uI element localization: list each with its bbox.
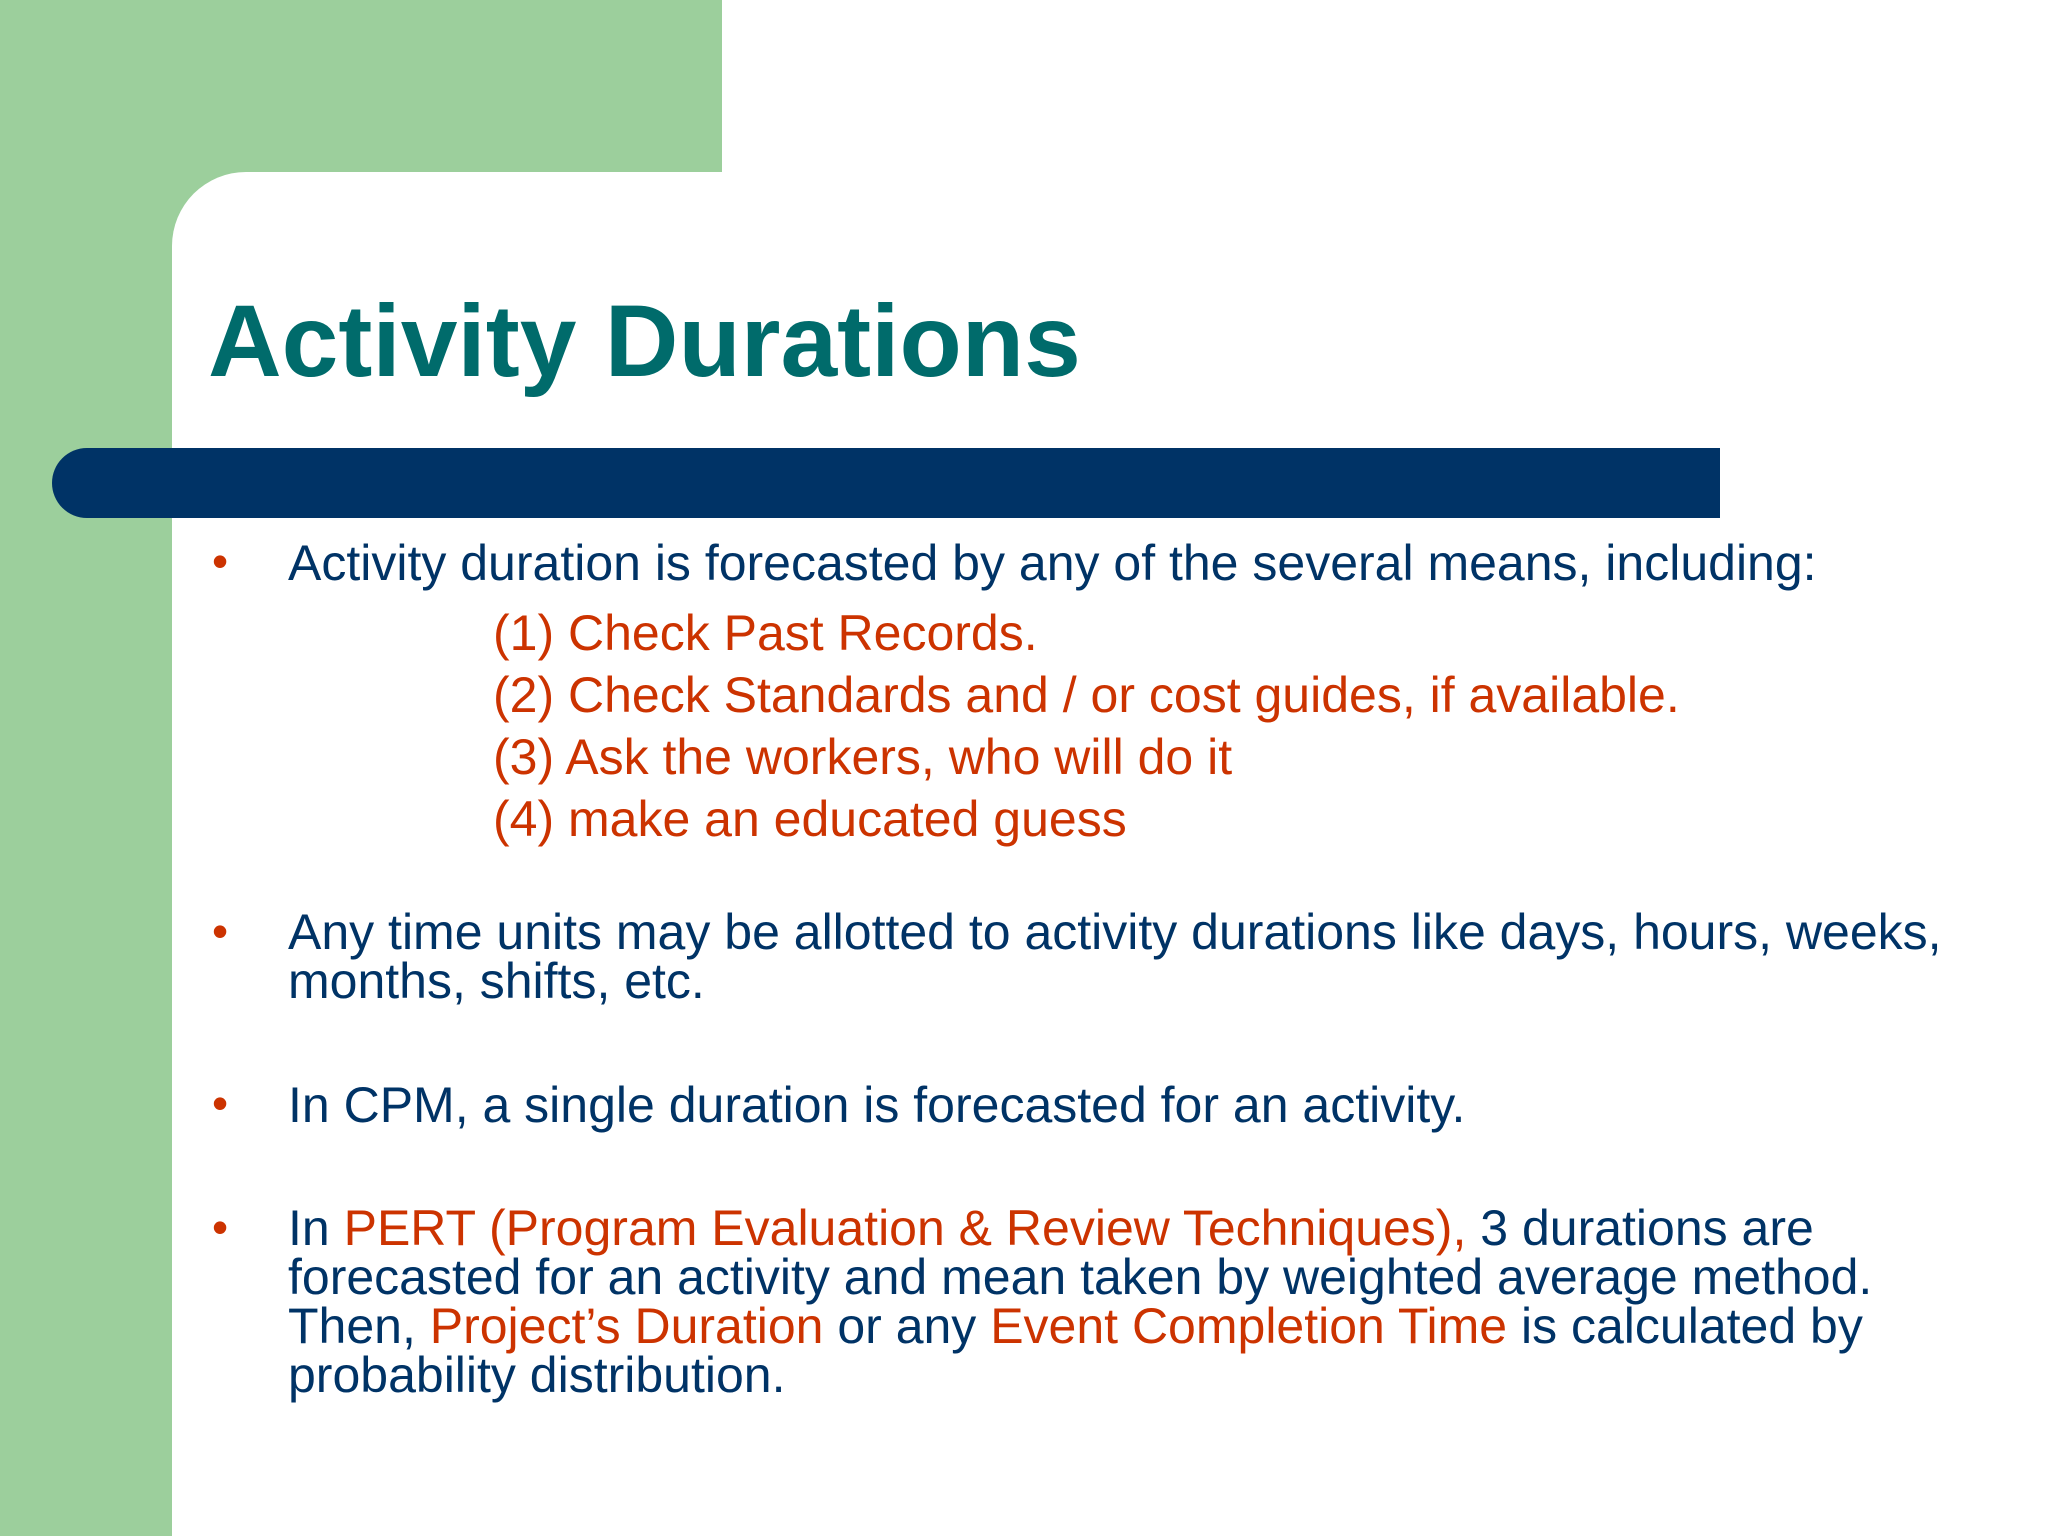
bullet-line: months, shifts, etc. xyxy=(288,953,705,1009)
text-segment: or any xyxy=(823,1298,991,1354)
bullet-text xyxy=(288,904,2008,1009)
bullet-line: probability distribution. xyxy=(288,1347,786,1403)
bullet-line xyxy=(288,1298,2008,1354)
text-segment: 3 durations are xyxy=(1466,1200,1814,1256)
bullet-dot-icon: • xyxy=(212,535,229,587)
project-duration-highlight: Project’s Duration xyxy=(429,1298,824,1354)
text-segment: Then, xyxy=(288,1298,430,1354)
list-item: (4) make an educated guess xyxy=(493,791,1127,847)
list-item: (1) Check Past Records. xyxy=(493,605,1038,661)
slide-title: Activity Durations xyxy=(208,284,1081,398)
bullet-dot-icon: • xyxy=(212,1201,229,1253)
text-segment: is calculated by xyxy=(1507,1298,1863,1354)
bullet-text xyxy=(288,1200,2008,1403)
bullet-dot-icon: • xyxy=(212,1077,229,1129)
list-item: (2) Check Standards and / or cost guides, if available. xyxy=(493,667,1680,723)
bullet-text: Activity duration is forecasted by any of the several means, including: xyxy=(288,535,1817,591)
list-item: (3) Ask the workers, who will do it xyxy=(493,729,1233,785)
event-completion-highlight: Event Completion Time xyxy=(990,1298,1508,1354)
text-segment: In xyxy=(288,1200,344,1256)
title-underline-bar xyxy=(52,448,1720,518)
bullet-line xyxy=(288,1200,2008,1256)
bullet-text: In CPM, a single duration is forecasted for an activity. xyxy=(288,1077,1466,1133)
bullet-dot-icon: • xyxy=(212,905,229,957)
bullet-line: Any time units may be allotted to activity durations like days, hours, weeks, xyxy=(288,904,1942,960)
pert-highlight: PERT (Program Evaluation & Review Techniques), xyxy=(343,1200,1467,1256)
bullet-line: forecasted for an activity and mean taken by weighted average method. xyxy=(288,1249,1873,1305)
forecast-means-list xyxy=(493,602,1680,850)
